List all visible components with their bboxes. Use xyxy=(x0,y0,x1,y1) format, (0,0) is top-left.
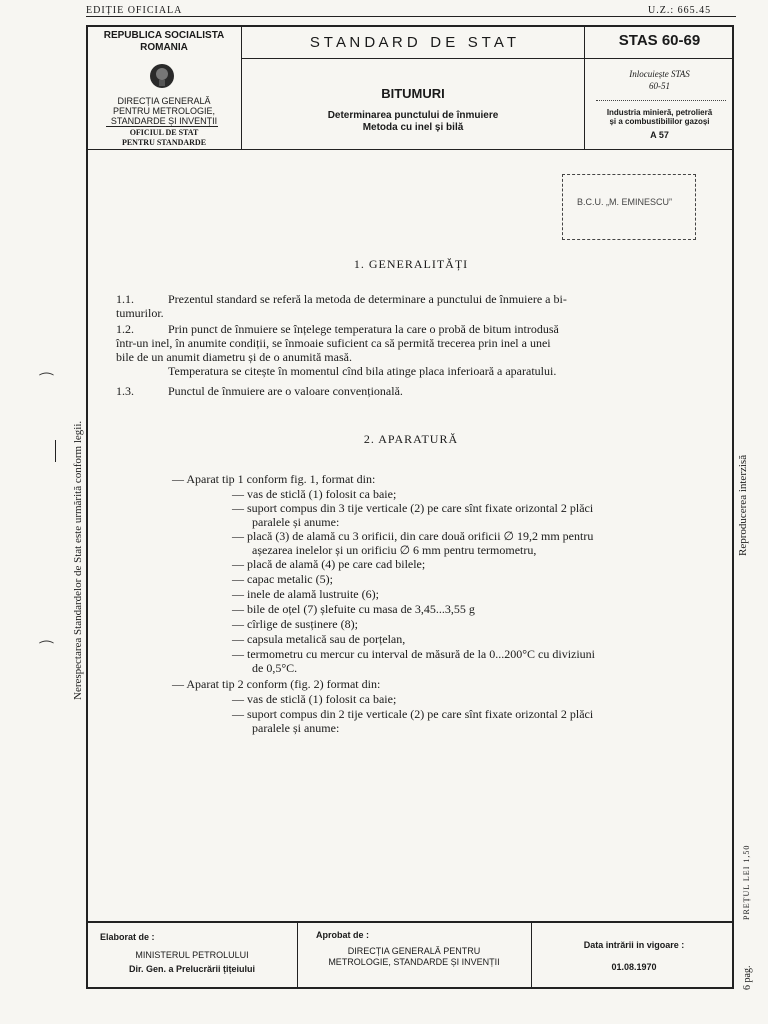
app1-item: — termometru cu mercur cu interval de măsură de la 0...200°C cu diviziuni xyxy=(232,647,596,661)
apparatus-type-2: — Aparat tip 2 conform (fig. 2) format din: xyxy=(172,677,381,691)
app1-item: așezarea inelelor și un orificiu ∅ 6 mm pentru termometru, xyxy=(252,543,537,557)
effective-date-label: Data intrării in vigoare : xyxy=(583,940,685,950)
clause-1-3-line-1: Punctul de înmuiere are o valoare convențională. xyxy=(168,384,403,398)
effective-date: 01.08.1970 xyxy=(611,962,657,972)
app1-item: — capac metalic (5); xyxy=(232,572,333,586)
title-bottom-rule xyxy=(86,149,734,150)
margin-mark-1: ⁀ xyxy=(40,374,53,391)
udc-code: U.Z.: 665.45 xyxy=(648,5,712,16)
app2-item: paralele și anume: xyxy=(252,721,340,735)
office-line-1: OFICIUL DE STAT xyxy=(129,128,199,137)
app1-item: paralele și anume: xyxy=(252,515,340,529)
app1-item: de 0,5°C. xyxy=(252,661,298,675)
reproduction-notice-vertical: Reproducerea interzisă xyxy=(737,454,749,556)
clause-1-2-line-4: Temperatura se citește în momentul cînd bila atinge placa inferioară a aparatului. xyxy=(168,364,557,378)
subtitle-line-2: Metoda cu inel și bilă xyxy=(362,122,464,133)
clause-1-2-line-3: bile de un anumit diametru și de o anumită masă. xyxy=(116,350,352,364)
clause-1-3-number: 1.3. xyxy=(116,384,134,398)
replaces-line-1: Inlocuiește STAS xyxy=(629,69,690,79)
subject-title: BITUMURI xyxy=(381,86,445,101)
clause-1-1-number: 1.1. xyxy=(116,292,134,306)
apparatus-type-1: — Aparat tip 1 conform fig. 1, format din: xyxy=(172,472,376,486)
app1-item: — placă (3) de alamă cu 3 orificii, din care două orificii ∅ 19,2 mm pentru xyxy=(232,529,594,543)
title-row-rule xyxy=(241,58,734,59)
page-count-vertical: 6 pag. xyxy=(742,965,753,990)
app1-item: — placă de alamă (4) pe care cad bilele; xyxy=(232,557,426,571)
subtitle xyxy=(242,110,584,134)
footer-top-rule xyxy=(86,921,734,923)
clause-1-2-number: 1.2. xyxy=(116,322,134,336)
dept-line-3: STANDARDE ȘI INVENȚII xyxy=(110,116,218,126)
industry-line-2: și a combustibililor gazoși xyxy=(609,117,710,126)
app1-item: — bile de oțel (7) șlefuite cu masa de 3,45...3,55 g xyxy=(232,602,475,616)
approved-line-1: DIRECȚIA GENERALĂ PENTRU xyxy=(347,946,481,956)
directorate-name xyxy=(90,96,238,126)
clause-1-1-line-2: tumurilor. xyxy=(116,306,164,320)
clause-1-2-line-2: într-un inel, în anumite condiții, se înmoaie suficient ca să permită trecerea prin inel a unei xyxy=(116,336,551,350)
dept-line-1: DIRECȚIA GENERALĂ xyxy=(117,96,211,106)
app2-item: — suport compus din 2 tije verticale (2) pe care sînt fixate orizontal 2 plăci xyxy=(232,707,594,721)
industry-line-1: Industria minieră, petrolieră xyxy=(606,108,713,117)
dept-line-2: PENTRU METROLOGIE, xyxy=(112,106,215,116)
stamp-text: B.C.U. „M. EMINESCU” xyxy=(577,197,673,207)
edition-label: EDIȚIE OFICIALA xyxy=(86,5,183,16)
clause-1-1-line-1: Prezentul standard se referă la metoda de determinare a punctului de înmuiere a bi- xyxy=(168,292,567,306)
elaborated-line-1: MINISTERUL PETROLULUI xyxy=(135,950,249,960)
library-stamp xyxy=(562,174,696,240)
document-type: S T A N D A R D D E S T A T xyxy=(309,34,517,51)
standard-code: STAS 60-69 xyxy=(618,32,701,49)
office-rule xyxy=(106,126,218,127)
industry-classification xyxy=(585,108,734,126)
app1-item: — cîrlige de susținere (8); xyxy=(232,617,358,631)
elaborated-line-2: Dir. Gen. a Prelucrării țițeiului xyxy=(128,964,256,974)
price-vertical: PREȚUL LEI 1,50 xyxy=(742,844,751,920)
legal-notice-vertical: Nerespectarea Standardelor de Stat este urmărită conform legii. xyxy=(72,420,84,700)
footer-divider-1 xyxy=(297,921,298,989)
footer-divider-2 xyxy=(531,921,532,989)
class-code: A 57 xyxy=(650,130,669,140)
approved-by xyxy=(300,946,528,968)
elaborated-by xyxy=(90,948,294,976)
approved-label: Aprobat de : xyxy=(316,930,369,940)
country-line-2: ROMANIA xyxy=(140,42,188,53)
app1-item: — capsula metalică sau de porțelan, xyxy=(232,632,406,646)
coat-of-arms-emblem xyxy=(148,62,176,90)
clause-1-2-line-1: Prin punct de înmuiere se înțelege temperatura la care o probă de bitum introdusă xyxy=(168,322,559,336)
office-name xyxy=(90,128,238,148)
app1-item: — vas de sticlă (1) folosit ca baie; xyxy=(232,487,397,501)
top-rule xyxy=(86,16,736,17)
replaces-line-2: 60-51 xyxy=(649,81,670,91)
replaces-note xyxy=(585,68,734,92)
app1-item: — suport compus din 3 tije verticale (2) pe care sînt fixate orizontal 2 plăci xyxy=(232,501,594,515)
app1-item: — inele de alamă lustruite (6); xyxy=(232,587,379,601)
section-1-heading: 1. GENERALITĂȚI xyxy=(353,257,469,271)
margin-tick xyxy=(55,440,56,462)
replaces-rule xyxy=(596,100,726,101)
subtitle-line-1: Determinarea punctului de înmuiere xyxy=(327,110,499,121)
app2-item: — vas de sticlă (1) folosit ca baie; xyxy=(232,692,397,706)
office-line-2: PENTRU STANDARDE xyxy=(121,138,207,147)
section-2-heading: 2. APARATURĂ xyxy=(363,432,459,446)
country-name xyxy=(90,30,238,54)
country-line-1: REPUBLICA SOCIALISTA xyxy=(103,30,225,41)
elaborated-label: Elaborat de : xyxy=(100,932,155,942)
approved-line-2: METROLOGIE, STANDARDE ȘI INVENȚII xyxy=(328,957,500,967)
margin-mark-2: ⁀ xyxy=(40,642,53,659)
